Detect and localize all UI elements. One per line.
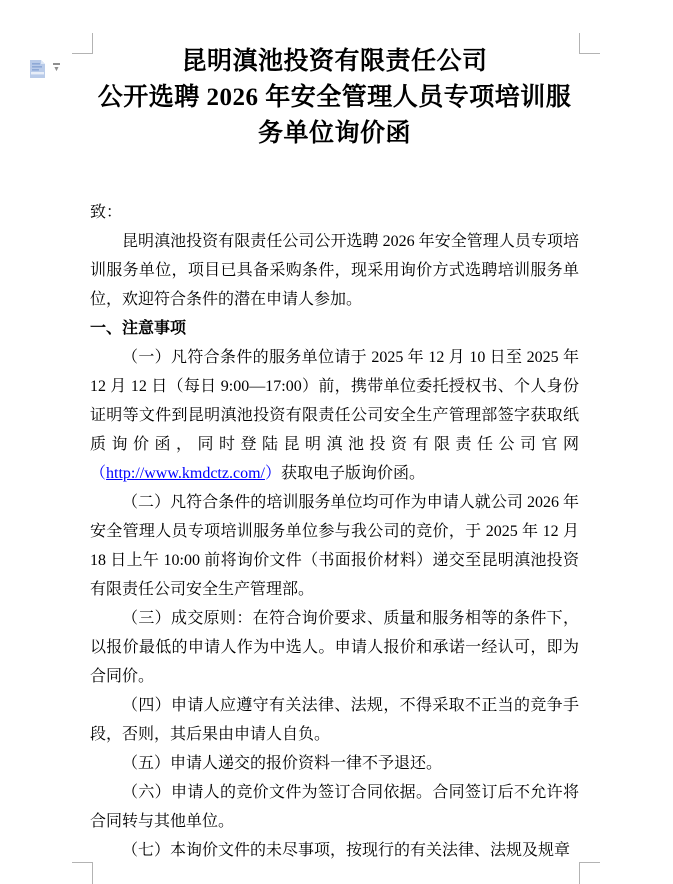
document-title-line1: 昆明滇池投资有限责任公司 [181,48,488,75]
paste-options-dropdown-arrow-icon[interactable]: ▼ [53,65,60,73]
document-title [90,44,579,152]
notice-item-2: （二）凡符合条件的培训服务单位均可作为申请人就公司 2026 年安全管理人员专项培训服务单位参与我公司的竞价，于 2025 年 12 月 18 日上午 10:00 前将询价文件（书面报价材料）递交至昆明滇池投资有限责任公司安全生产管理部。 [90,494,579,598]
document-title-line2: 公开选聘 2026 年安全管理人员专项培训服务单位询价函 [97,84,572,147]
document-body [90,198,579,865]
notice-item-3: （三）成交原则：在符合询价要求、质量和服务相等的条件下，以报价最低的申请人作为中选人。申请人报价和承诺一经认可，即为合同价。 [90,610,579,685]
intro-paragraph: 昆明滇池投资有限责任公司公开选聘 2026 年安全管理人员专项培训服务单位，项目已具备采购条件，现采用询价方式选聘培训服务单位，欢迎符合条件的潜在申请人参加。 [90,233,579,308]
salutation: 致： [90,204,123,221]
notice-item-1 [90,343,579,488]
crop-mark-bottom-right-icon [579,862,600,884]
notice-item-4: （四）申请人应遵守有关法律、法规，不得采取不正当的竞争手段，否则，其后果由申请人自负。 [90,697,579,743]
notice-section-heading: 一、注意事项 [90,320,187,337]
link-close-paren: ） [264,465,281,482]
official-website-link[interactable]: http://www.kmdctz.com/ [106,465,265,482]
link-open-paren: （ [90,465,107,482]
notice-item-6: （六）申请人的竞价文件为签订合同依据。合同签订后不允许将合同转与其他单位。 [90,784,579,830]
notice-item-1-text: （一）凡符合条件的服务单位请于 2025 年 12 月 10 日至 2025 年 12 月 12 日（每日 9:00—17:00）前，携带单位委托授权书、个人身份证明等文件到昆明滇池投资有限责任公司安全生产管理部签字获取纸质询价函，同时登陆昆明滇池投资有限责任公司官网 [90,349,579,453]
notice-item-5: （五）申请人递交的报价资料一律不予退还。 [122,755,443,772]
crop-mark-bottom-left-icon [72,862,93,884]
notice-item-7: （七）本询价文件的未尽事项，按现行的有关法律、法规及规章 [122,842,571,859]
notice-item-1-tail: 获取电子版询价函。 [280,465,425,482]
